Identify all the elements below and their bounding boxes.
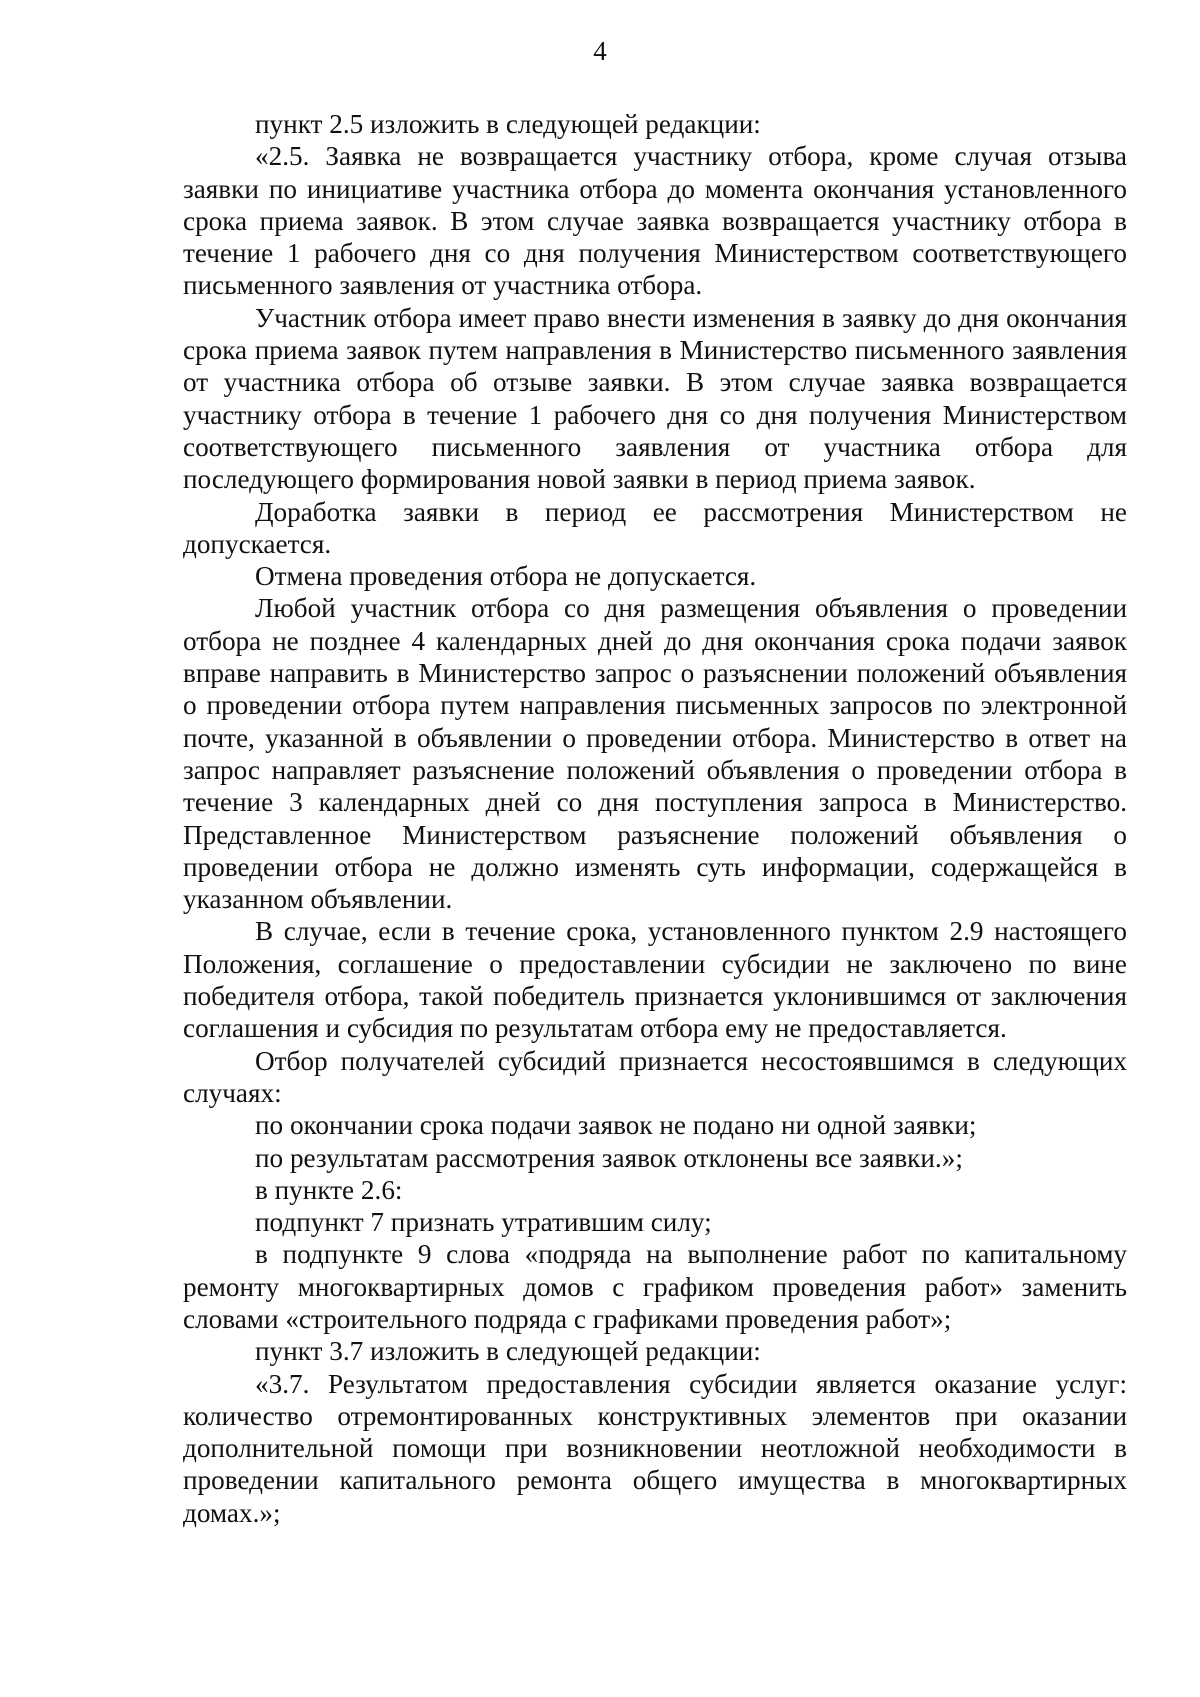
paragraph-5: Отмена проведения отбора не допускается. (255, 561, 757, 592)
paragraph-13: в подпункте 9 слова «подряда на выполнение работ по капитальному ремонту многоквартирных домов с графиком проведения работ» заменить словами «строительного подряда с графиками проведения работ»; (183, 1239, 1127, 1334)
paragraph-15: «3.7. Результатом предоставления субсидии является оказание услуг: количество отремонтированных конструктивных элементов при оказании дополнительной помощи при возникновении неотложной необходимости в проведении капитального ремонта общего имущества в многоквартирных домах.»; (183, 1368, 1127, 1528)
paragraph-10: по результатам рассмотрения заявок отклонены все заявки.»; (255, 1142, 963, 1173)
paragraph-8: Отбор получателей субсидий признается несостоявшимся в следующих случаях: (183, 1045, 1127, 1108)
paragraph-2: «2.5. Заявка не возвращается участнику отбора, кроме случая отзыва заявки по инициативе участника отбора до момента окончания установленного срока приема заявок. В этом случае заявка возвращается участнику отбора в течение 1 рабочего дня со дня получения Министерством соответствующего письменного заявления от участника отбора. (183, 141, 1127, 301)
paragraph-1: пункт 2.5 изложить в следующей редакции: (255, 109, 761, 139)
page-number: 4 (593, 36, 607, 66)
paragraph-14: пункт 3.7 изложить в следующей редакции: (255, 1336, 761, 1367)
document-body (183, 108, 1127, 1529)
paragraph-9: по окончании срока подачи заявок не подано ни одной заявки; (255, 1110, 977, 1141)
paragraph-12: подпункт 7 признать утратившим силу; (255, 1207, 712, 1238)
paragraph-7: В случае, если в течение срока, установленного пунктом 2.9 настоящего Положения, соглашение о предоставлении субсидии не заключено по вине победителя отбора, такой победитель признается уклонившимся от заключения соглашения и субсидия по результатам отбора ему не предоставляется. (183, 916, 1127, 1044)
paragraph-4: Доработка заявки в период ее рассмотрения Министерством не допускается. (183, 496, 1127, 559)
paragraph-11: в пункте 2.6: (255, 1174, 403, 1205)
paragraph-6: Любой участник отбора со дня размещения объявления о проведении отбора не позднее 4 календарных дней до дня окончания срока подачи заявок вправе направить в Министерство запрос о разъяснении положений объявления о проведении отбора путем направления письменных запросов по электронной почте, указанной в объявлении о проведении отбора. Министерство в ответ на запрос направляет разъяснение положений объявления о проведении отбора в течение 3 календарных дней со дня поступления запроса в Министерство. Представленное Министерством разъяснение положений объявления о проведении отбора не должно изменять суть информации, содержащейся в указанном объявлении. (183, 593, 1127, 915)
paragraph-3: Участник отбора имеет право внести изменения в заявку до дня окончания срока приема заявок путем направления в Министерство письменного заявления от участника отбора об отзыве заявки. В этом случае заявка возвращается участнику отбора в течение 1 рабочего дня со дня получения Министерством соответствующего письменного заявления от участника отбора для последующего формирования новой заявки в период приема заявок. (183, 302, 1127, 495)
